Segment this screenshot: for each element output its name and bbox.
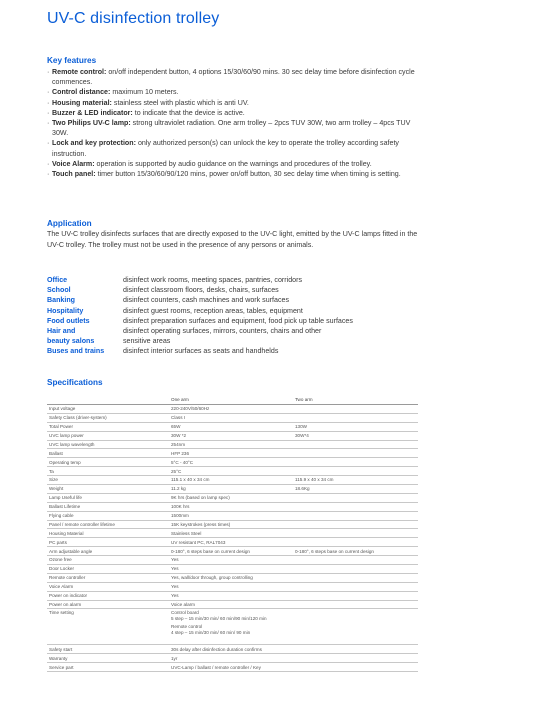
spec-value-two-arm xyxy=(293,458,418,467)
feature-item-remote-control xyxy=(47,67,427,87)
use-description-line: disinfect operating surfaces, mirrors, counters, chairs and other xyxy=(123,327,322,336)
feature-text: strong ultraviolet radiation. One arm trolley – 2pcs TUV 30W, two arm trolley – 4pcs TUV 30W. xyxy=(52,119,411,138)
feature-item-housing-material xyxy=(47,98,427,108)
column-header-two-arm: Two arm xyxy=(293,396,418,405)
spec-label: Ballast xyxy=(47,449,169,458)
spec-value-one-arm: 15K keystrokes (press times) xyxy=(169,520,293,529)
table-row xyxy=(47,538,418,547)
spec-label: Operating temp xyxy=(47,458,169,467)
spec-label: Power on indicator xyxy=(47,591,169,600)
spec-label: Ozone free xyxy=(47,556,169,565)
table-row xyxy=(47,565,418,574)
use-description: disinfect classroom floors, desks, chairs, surfaces xyxy=(123,286,279,295)
spec-value-one-arm: 11.2 kg xyxy=(169,485,293,494)
key-features-heading: Key features xyxy=(47,56,97,65)
feature-text: only authorized person(s) can unlock the key to operate the trolley according safety instruction. xyxy=(52,139,399,158)
use-row-food-outlets xyxy=(47,316,427,326)
spec-value-one-arm: Yes, wall/door through, group controlling xyxy=(169,573,293,582)
spec-value-one-arm: 30s delay after disinfection duration confirms xyxy=(169,645,293,654)
spec-value-two-arm: 115.9 x 40 x 34 cm xyxy=(293,476,418,485)
spec-value-two-arm xyxy=(293,609,418,645)
feature-lead: Lock and key protection: xyxy=(52,139,136,148)
use-sector: Buses and trains xyxy=(47,347,105,356)
application-uses-list xyxy=(47,275,427,357)
spec-value-two-arm xyxy=(293,511,418,520)
spec-rows xyxy=(47,405,418,609)
spec-value-line: 5 step – 15 min/30 min/ 60 min/90 min/120 min xyxy=(171,615,267,621)
spec-value-one-arm: 1yr xyxy=(169,654,293,663)
feature-lead: Voice Alarm: xyxy=(52,159,95,168)
table-row xyxy=(47,556,418,565)
spec-value-one-arm: 254nm xyxy=(169,440,293,449)
spec-label: PC parts xyxy=(47,538,169,547)
spec-label: Lamp Useful life xyxy=(47,493,169,502)
feature-text: stainless steel with plastic which is anti UV. xyxy=(111,98,249,107)
key-features-list xyxy=(47,67,427,179)
feature-text: on/off independent button, 4 options 15/30/60/90 mins. 30 sec delay time before disinfection cycle commences. xyxy=(52,68,415,87)
table-row xyxy=(47,449,418,458)
use-description: disinfect interior surfaces as seats and handhelds xyxy=(123,347,279,356)
spec-label: Total Power xyxy=(47,422,169,431)
spec-label: Door Locker xyxy=(47,565,169,574)
spec-value-one-arm: UV resistant PC, RAL7043 xyxy=(169,538,293,547)
spec-label: Size xyxy=(47,476,169,485)
table-row xyxy=(47,511,418,520)
spec-value-two-arm: 0-180°, 6 steps base on current design xyxy=(293,547,418,556)
spec-rows-time-setting xyxy=(47,609,418,645)
use-sector-line: Hair and xyxy=(47,327,76,336)
feature-lead: Two Philips UV-C lamp: xyxy=(52,119,131,128)
spec-value-two-arm xyxy=(293,529,418,538)
spec-label: Voice Alarm xyxy=(47,582,169,591)
feature-text: operation is supported by audio guidance on the warnings and procedures of the trolley. xyxy=(94,159,372,168)
spec-value-one-arm: HFP 236 xyxy=(169,449,293,458)
feature-lead: Touch panel: xyxy=(52,170,96,179)
application-paragraph: The UV-C trolley disinfects surfaces that are directly exposed to the UV-C light, emitted by the UV-C lamps fitted in the UV-C trolley. The trolley must not be used in the presence of any persons or animals. xyxy=(47,230,418,249)
spec-value-one-arm xyxy=(169,609,293,645)
use-description-line: sensitive areas xyxy=(123,337,171,346)
spec-value-one-arm: 115.1 x 40 x 34 cm xyxy=(169,476,293,485)
use-row-hair-beauty xyxy=(47,326,427,346)
spec-value-line: Remote control xyxy=(171,624,203,630)
spec-value-two-arm xyxy=(293,654,418,663)
table-row xyxy=(47,476,418,485)
use-row-buses-trains xyxy=(47,346,427,356)
spec-value-one-arm: Stainless Steel xyxy=(169,529,293,538)
table-row xyxy=(47,431,418,440)
spec-label: Input voltage xyxy=(47,405,169,414)
feature-text: timer button 15/30/60/90/120 mins, power on/off button, 30 sec delay time when timing is setting. xyxy=(95,170,401,179)
spec-value-one-arm: Yes xyxy=(169,565,293,574)
table-row xyxy=(47,663,418,672)
spec-value-one-arm: Class I xyxy=(169,413,293,422)
feature-lead: Control distance: xyxy=(52,88,111,97)
spec-value-two-arm xyxy=(293,440,418,449)
spec-value-two-arm xyxy=(293,565,418,574)
spec-value-one-arm: Yes xyxy=(169,582,293,591)
spec-value-two-arm xyxy=(293,573,418,582)
use-sector-line: beauty salons xyxy=(47,337,95,346)
spec-value-two-arm xyxy=(293,645,418,654)
feature-item-voice-alarm xyxy=(47,159,427,169)
use-sector: Office xyxy=(47,276,68,284)
spec-value-one-arm: 100K hrs xyxy=(169,502,293,511)
spec-label: Time setting xyxy=(47,609,169,645)
feature-lead: Housing material: xyxy=(52,98,112,107)
spec-label: Panel / remote controller lifetime xyxy=(47,520,169,529)
table-row xyxy=(47,520,418,529)
use-sector xyxy=(47,326,123,346)
spec-value-two-arm xyxy=(293,600,418,609)
table-header-row xyxy=(47,396,418,405)
feature-item-uvc-lamp xyxy=(47,118,427,138)
spec-value-two-arm xyxy=(293,556,418,565)
spec-value-one-arm: Voice alarm xyxy=(169,600,293,609)
table-row xyxy=(47,609,418,645)
spec-label: Housing Material xyxy=(47,529,169,538)
spec-value-two-arm: 18.6Kg xyxy=(293,485,418,494)
spec-label: Remote controller xyxy=(47,573,169,582)
column-header-one-arm: One arm xyxy=(169,396,293,405)
spec-value-one-arm: 65W xyxy=(169,422,293,431)
specifications-table xyxy=(47,396,418,672)
table-row xyxy=(47,440,418,449)
use-row-banking xyxy=(47,295,427,305)
spec-label: UVC lamp power xyxy=(47,431,169,440)
spec-label: Weight xyxy=(47,485,169,494)
feature-text: to indicate that the device is active. xyxy=(132,108,245,117)
feature-item-touch-panel xyxy=(47,169,427,179)
spec-label: Arm adjustable angle xyxy=(47,547,169,556)
spec-value-two-arm xyxy=(293,502,418,511)
feature-text: maximum 10 meters. xyxy=(110,88,179,97)
table-row xyxy=(47,591,418,600)
spec-value-two-arm: 130W xyxy=(293,422,418,431)
spec-value-line: Control board xyxy=(171,610,199,616)
table-row xyxy=(47,654,418,663)
spec-value-one-arm: 1500mm xyxy=(169,511,293,520)
spec-value-two-arm xyxy=(293,467,418,476)
spec-label: Safety start xyxy=(47,645,169,654)
spec-value-two-arm xyxy=(293,663,418,672)
table-row xyxy=(47,422,418,431)
table-row xyxy=(47,413,418,422)
feature-item-buzzer-led xyxy=(47,108,427,118)
use-row-office xyxy=(47,275,427,285)
spec-value-two-arm xyxy=(293,405,418,414)
spec-label: UVC lamp wavelength xyxy=(47,440,169,449)
spec-value-one-arm: Yes xyxy=(169,556,293,565)
use-description: disinfect work rooms, meeting spaces, pantries, corridors xyxy=(123,276,302,284)
table-row xyxy=(47,458,418,467)
spec-label: Ballast Lifetime xyxy=(47,502,169,511)
use-sector: Food outlets xyxy=(47,316,90,325)
spec-value-two-arm xyxy=(293,591,418,600)
table-row xyxy=(47,573,418,582)
use-row-school xyxy=(47,285,427,295)
spec-value-two-arm xyxy=(293,413,418,422)
table-row xyxy=(47,600,418,609)
use-sector: Hospitality xyxy=(47,306,84,315)
use-description: disinfect counters, cash machines and work surfaces xyxy=(123,296,289,305)
feature-item-lock-key xyxy=(47,138,427,158)
table-row xyxy=(47,493,418,502)
spec-value-one-arm: 5°C - 40°C xyxy=(169,458,293,467)
spec-value-two-arm xyxy=(293,538,418,547)
spec-value-one-arm: 25°C xyxy=(169,467,293,476)
application-heading: Application xyxy=(47,219,92,228)
use-description: disinfect guest rooms, reception areas, tables, equipment xyxy=(123,306,303,315)
table-row xyxy=(47,645,418,654)
use-description: disinfect preparation surfaces and equipment, food pick up table surfaces xyxy=(123,316,353,325)
table-row xyxy=(47,502,418,511)
use-sector: School xyxy=(47,286,71,295)
column-header-label xyxy=(47,396,169,405)
use-sector: Banking xyxy=(47,296,75,305)
use-row-hospitality xyxy=(47,306,427,316)
table-row xyxy=(47,467,418,476)
table-row xyxy=(47,405,418,414)
spec-label: Safety Class (driver-system) xyxy=(47,413,169,422)
use-description xyxy=(123,326,427,346)
table-row xyxy=(47,582,418,591)
specifications-heading: Specifications xyxy=(47,378,103,387)
spec-label: Power on alarm xyxy=(47,600,169,609)
spec-value-two-arm xyxy=(293,493,418,502)
table-row xyxy=(47,529,418,538)
spec-value-two-arm xyxy=(293,582,418,591)
table-row xyxy=(47,485,418,494)
spec-value-one-arm: 220-240V/50/60Hz xyxy=(169,405,293,414)
spec-value-two-arm xyxy=(293,449,418,458)
spec-value-line: 4 step – 15 min/30 min/ 60 min/ 90 min xyxy=(171,629,251,635)
spec-value-one-arm: 30W *2 xyxy=(169,431,293,440)
spec-rows-end xyxy=(47,645,418,672)
feature-lead: Buzzer & LED indicator: xyxy=(52,108,133,117)
spec-value-one-arm: 0-180°, 6 steps base on current design xyxy=(169,547,293,556)
spec-label: Service part xyxy=(47,663,169,672)
spec-value-one-arm: 9K hrs (based on lamp spec) xyxy=(169,493,293,502)
spec-value-one-arm: UVC-Lamp / ballast / remote controller / Key xyxy=(169,663,293,672)
table-row xyxy=(47,547,418,556)
feature-lead: Remote control: xyxy=(52,68,107,76)
spec-label: Warranty xyxy=(47,654,169,663)
page-title: UV-C disinfection trolley xyxy=(47,10,220,27)
spec-value-two-arm xyxy=(293,520,418,529)
spec-value-two-arm: 30W*4 xyxy=(293,431,418,440)
spec-label: Ta xyxy=(47,467,169,476)
spec-value-one-arm: Yes xyxy=(169,591,293,600)
feature-item-control-distance xyxy=(47,87,427,97)
spec-label: Flying cable xyxy=(47,511,169,520)
